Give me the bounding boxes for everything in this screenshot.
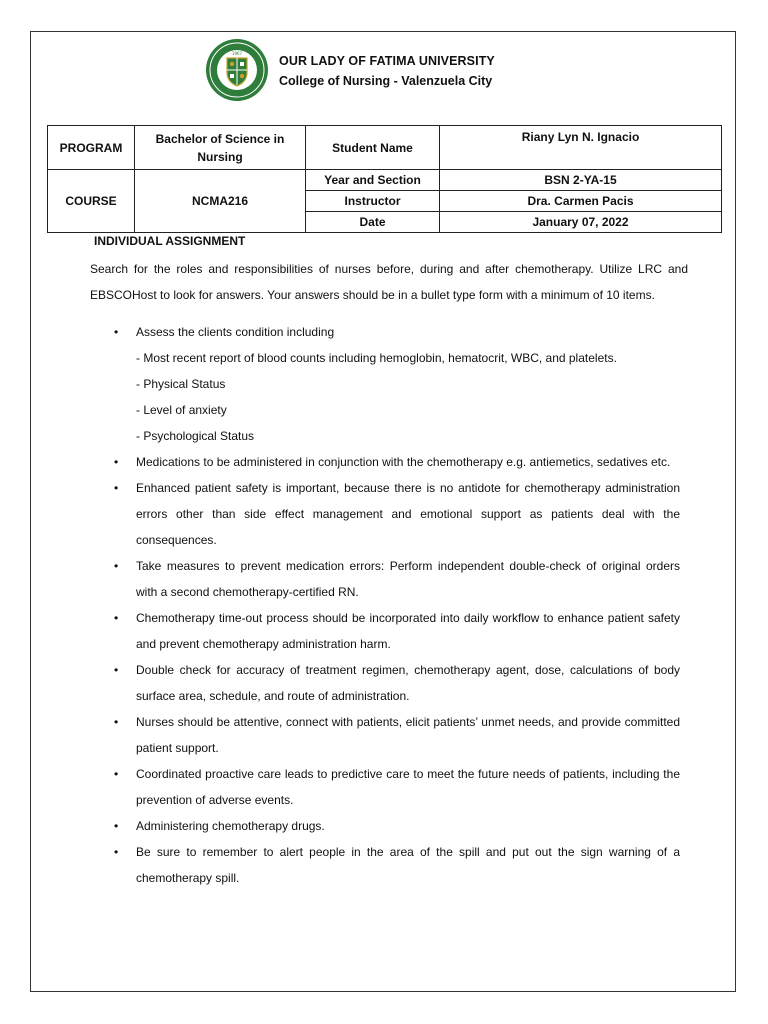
date-label: Date — [306, 212, 440, 233]
bullet-dot: • — [114, 611, 119, 625]
bullet-item — [108, 761, 680, 813]
bullet-dot: • — [114, 663, 119, 677]
program-value: Bachelor of Science in Nursing — [135, 126, 306, 170]
bullet-text: Chemotherapy time-out process should be incorporated into daily workflow to enhance patient safety and prevent chemotherapy administration harm. — [136, 611, 680, 651]
assignment-instructions: Search for the roles and responsibilities of nurses before, during and after chemotherapy. Utilize LRC and EBSCOHost to look for answers. Your answers should be in a bullet type form with a minimum of 10 items. — [90, 262, 688, 302]
bullet-dot: • — [114, 767, 119, 781]
year-section-label: Year and Section — [306, 170, 440, 191]
student-name-value: Riany Lyn N. Ignacio — [440, 126, 722, 170]
bullet-text: Be sure to remember to alert people in the area of the spill and put out the sign warning of a chemotherapy spill. — [136, 845, 680, 885]
bullet-dot: • — [114, 325, 119, 339]
bullet-item — [108, 657, 680, 709]
bullet-dot: • — [114, 559, 119, 573]
bullet-item — [108, 475, 680, 553]
seal-year: 1967 — [231, 51, 243, 56]
bullet-item — [108, 709, 680, 761]
bullet-dot: • — [114, 845, 119, 859]
bullet-dot: • — [114, 819, 119, 833]
bullet-sub-item: - Level of anxiety — [136, 403, 227, 417]
answer-bullet-list — [108, 319, 680, 891]
bullet-item — [108, 319, 680, 345]
bullet-text: Take measures to prevent medication errors: Perform independent double-check of original orders with a second chemotherapy-certified RN. — [136, 559, 680, 599]
bullet-item — [108, 449, 680, 475]
bullet-text: Coordinated proactive care leads to predictive care to meet the future needs of patients, including the prevention of adverse events. — [136, 767, 680, 807]
bullet-text: Enhanced patient safety is important, because there is no antidote for chemotherapy administration errors other than side effect management and emotional support as patients deal with the consequences. — [136, 481, 680, 547]
program-label: PROGRAM — [48, 126, 135, 170]
college-name: College of Nursing - Valenzuela City — [279, 74, 493, 88]
assignment-title: INDIVIDUAL ASSIGNMENT — [94, 234, 246, 248]
bullet-dot: • — [114, 715, 119, 729]
instructor-label: Instructor — [306, 191, 440, 212]
bullet-text: Double check for accuracy of treatment regimen, chemotherapy agent, dose, calculations of body surface area, schedule, and route of administration. — [136, 663, 680, 703]
bullet-item — [108, 813, 680, 839]
course-value: NCMA216 — [135, 170, 306, 233]
bullet-text: Nurses should be attentive, connect with patients, elicit patients’ unmet needs, and provide committed patient support. — [136, 715, 680, 755]
bullet-dot: • — [114, 481, 119, 495]
bullet-dot: • — [114, 455, 119, 469]
instructor-value: Dra. Carmen Pacis — [440, 191, 722, 212]
bullet-text: Administering chemotherapy drugs. — [136, 819, 325, 833]
document-header — [279, 52, 495, 92]
bullet-item — [108, 839, 680, 891]
year-section-value: BSN 2-YA-15 — [440, 170, 722, 191]
student-name-label: Student Name — [306, 126, 440, 170]
bullet-item — [108, 605, 680, 657]
bullet-sub-item: - Physical Status — [136, 377, 226, 391]
bullet-text: Medications to be administered in conjunction with the chemotherapy e.g. antiemetics, sedatives etc. — [136, 455, 671, 469]
student-info-table — [47, 125, 722, 233]
university-seal-icon — [205, 38, 269, 102]
university-name: OUR LADY OF FATIMA UNIVERSITY — [279, 54, 495, 68]
bullet-text: Assess the clients condition including — [136, 325, 335, 339]
bullet-item — [108, 553, 680, 605]
bullet-sub-item: - Most recent report of blood counts including hemoglobin, hematocrit, WBC, and platelets. — [136, 351, 617, 365]
date-value: January 07, 2022 — [440, 212, 722, 233]
bullet-sub-item: - Psychological Status — [136, 429, 255, 443]
course-label: COURSE — [48, 170, 135, 233]
